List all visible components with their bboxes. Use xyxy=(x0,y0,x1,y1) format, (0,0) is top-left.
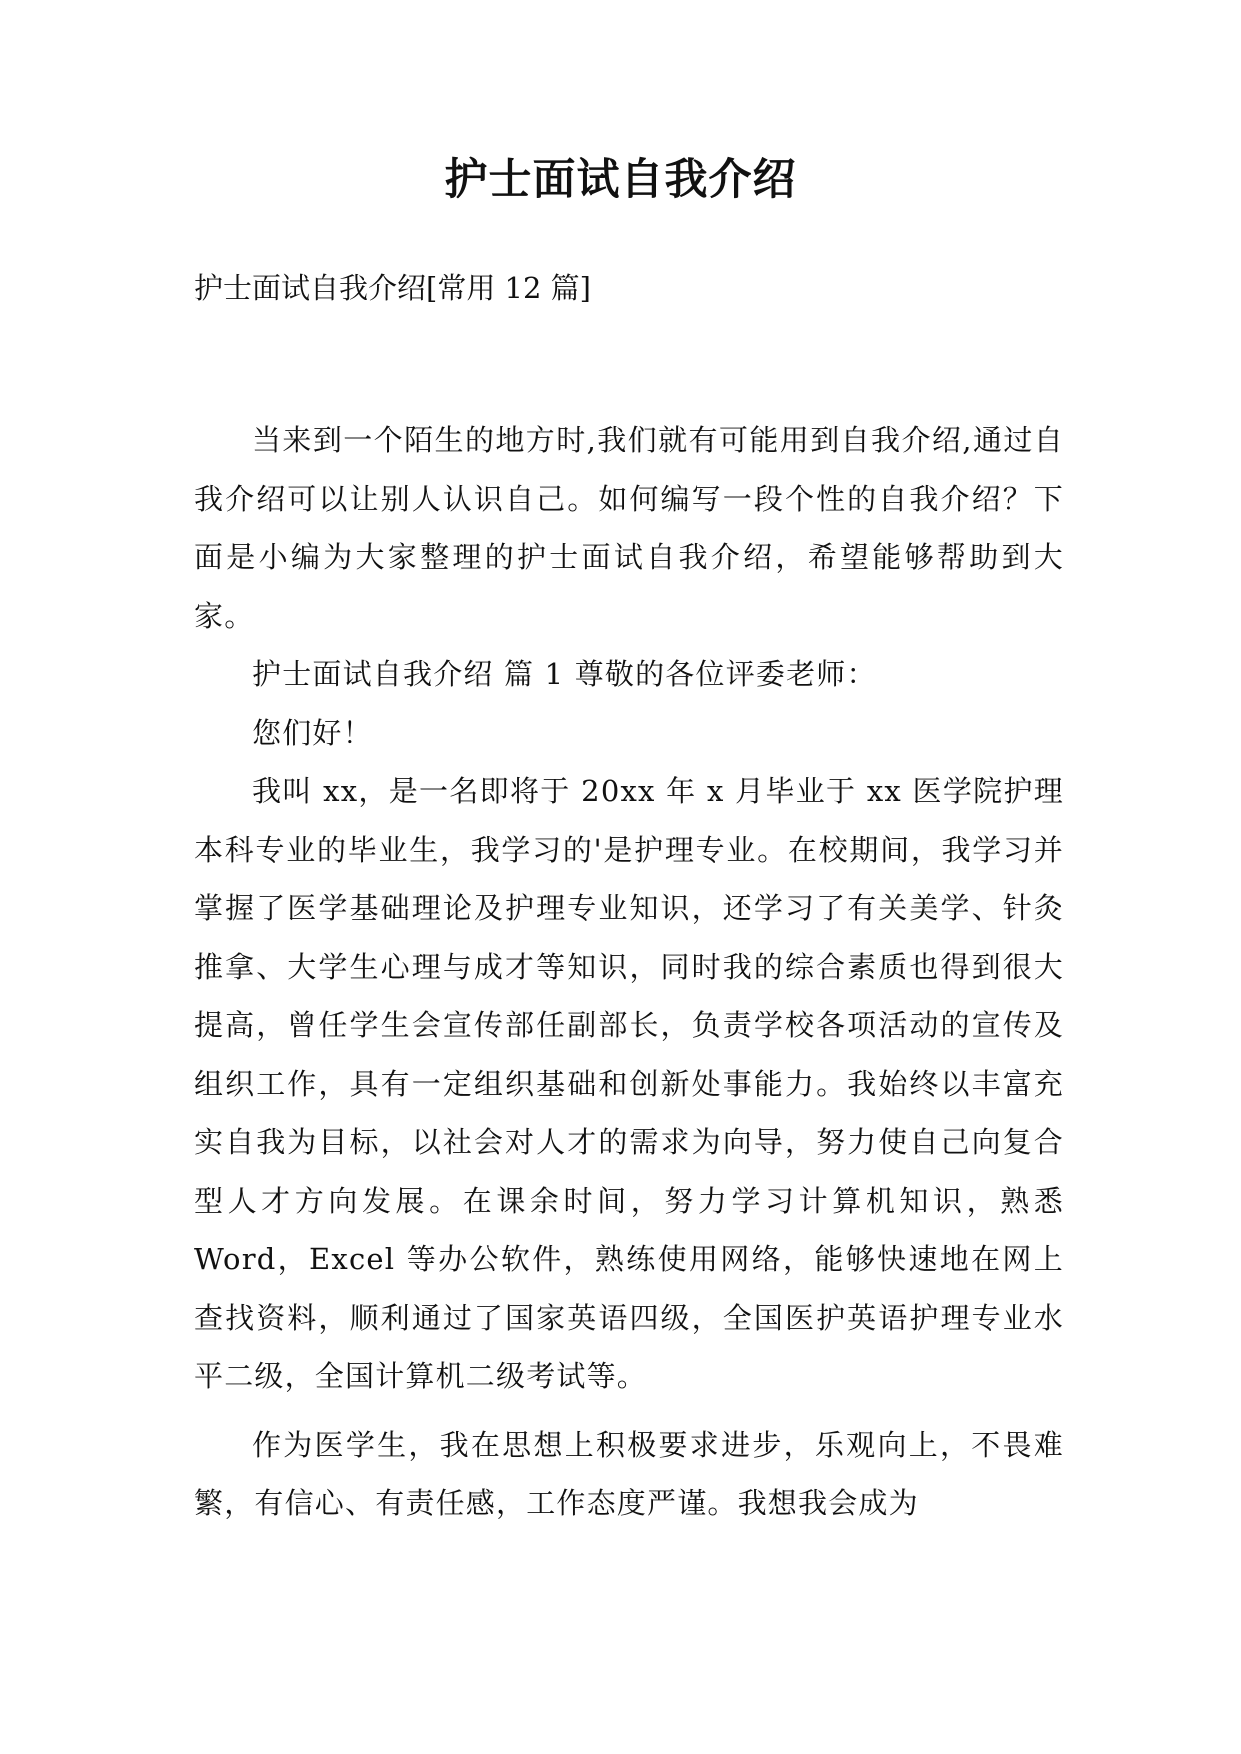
section-heading-paragraph: 护士面试自我介绍 篇 1 尊敬的各位评委老师： xyxy=(252,657,877,691)
greeting-paragraph: 您们好！ xyxy=(252,715,373,750)
self-introduction-paragraph: 我叫 xx，是一名即将于 20xx 年 x 月毕业于 xx 医学院护理本科专业的毕业生，我学习的'是护理专业。在校期间，我学习并掌握了医学基础理论及护理专业知识，还学习了有关美学、针灸推拿、大学生心理与成才等知识，同时我的综合素质也得到很大提高，曾任学生会宣传部任副部长，负责学校各项活动的宣传及组织工作，具有一定组织基础和创新处事能力。我始终以丰富充实自我为目标，以社会对人才的需求为向导，努力使自己向复合型人才方向发展。在课余时间，努力学习计算机知识，熟悉 Word，Excel 等办公软件，熟练使用网络，能够快速地在网上查找资料，顺利通过了国家英语四级，全国医护英语护理专业水平二级，全国计算机二级考试等。 xyxy=(194,774,1064,1393)
intro-paragraph: 当来到一个陌生的地方时,我们就有可能用到自我介绍,通过自我介绍可以让别人认识自己。如何编写一段个性的自我介绍？下面是小编为大家整理的护士面试自我介绍，希望能够帮助到大家。 xyxy=(194,423,1064,633)
document-body xyxy=(194,411,1064,1533)
document-subtitle: 护士面试自我介绍[常用 12 篇] xyxy=(194,271,591,305)
attitude-paragraph: 作为医学生，我在思想上积极要求进步，乐观向上，不畏难繁，有信心、有责任感，工作态度严谨。我想我会成为 xyxy=(194,1427,1064,1520)
document-title: 护士面试自我介绍 xyxy=(444,155,797,205)
